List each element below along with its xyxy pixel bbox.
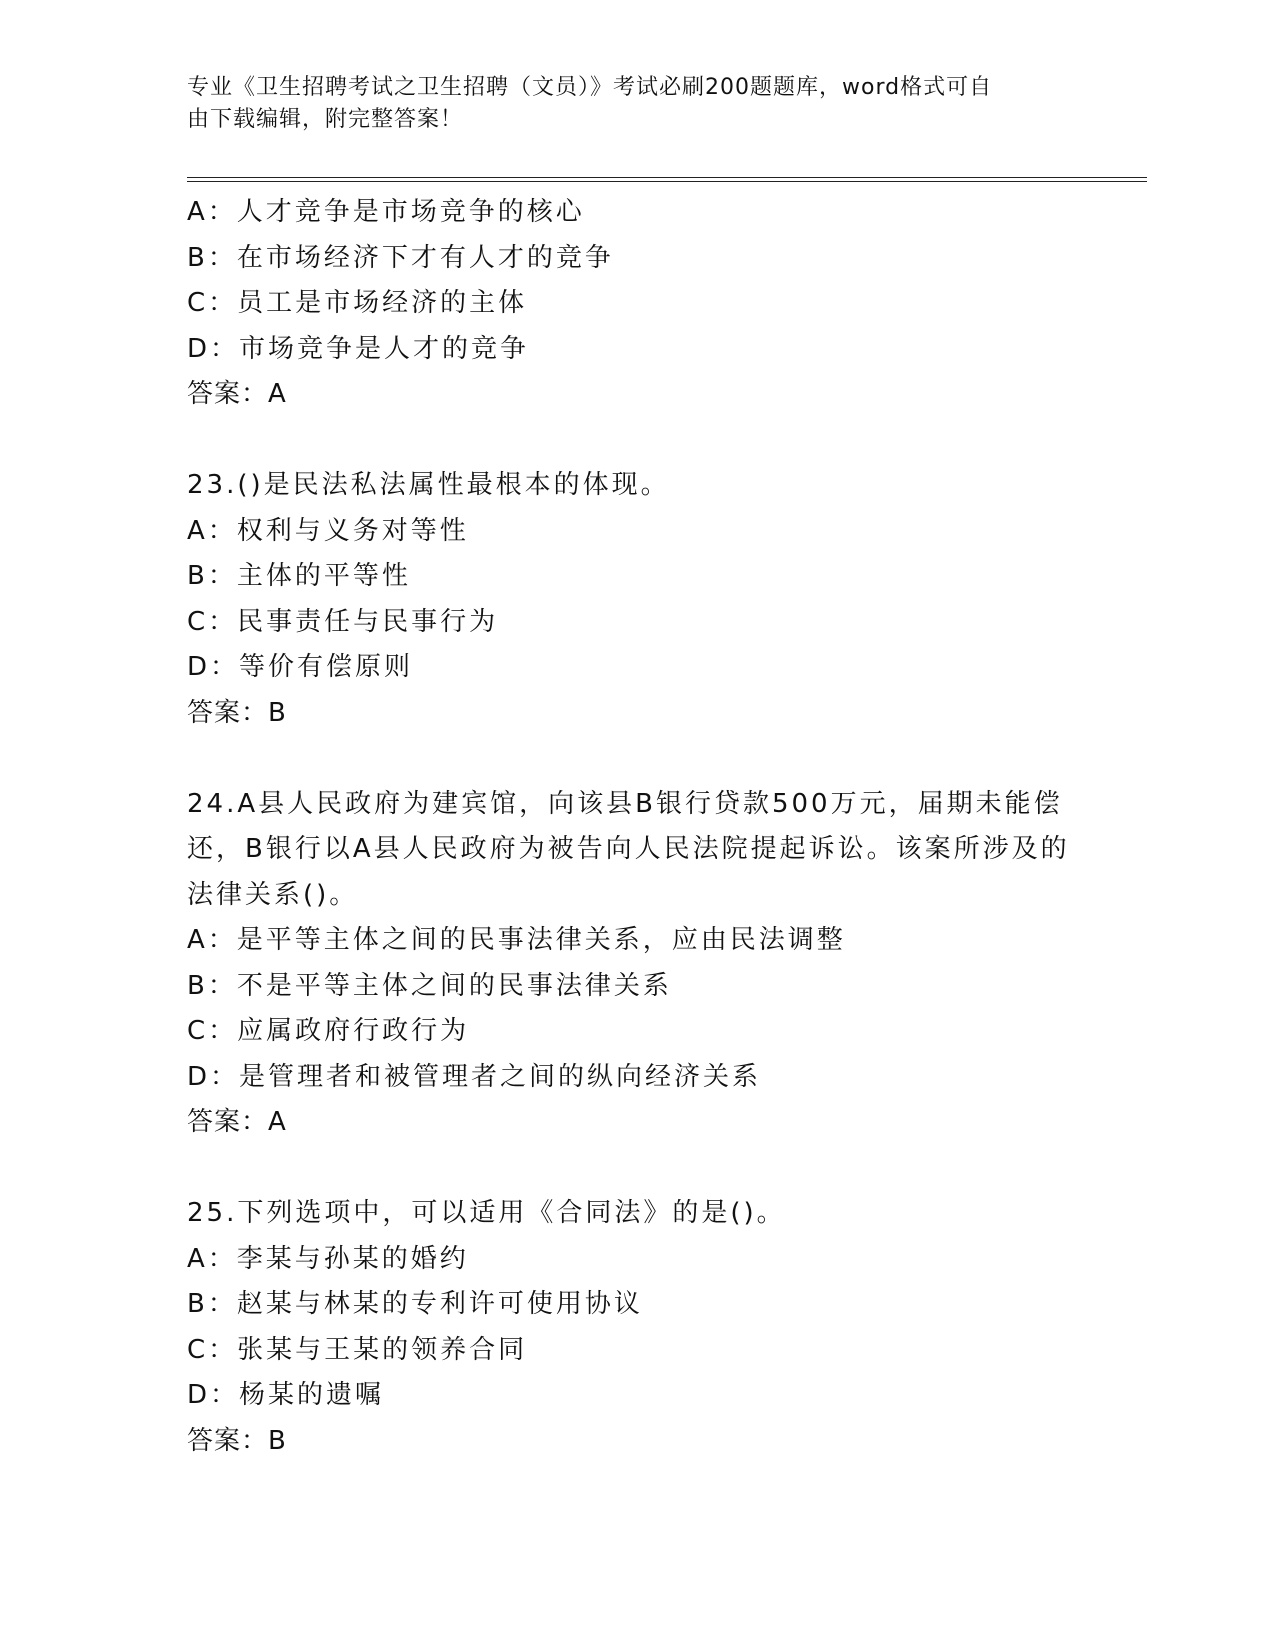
option-a: A：李某与孙某的婚约 [187,1243,469,1274]
option-d: D：杨某的遗嘱 [187,1380,385,1410]
option-b: B：主体的平等性 [187,561,411,591]
question-list [187,190,1087,1464]
option-d: D：等价有偿原则 [187,652,414,682]
question-stem-line-3: 法律关系()。 [187,879,359,910]
option-c: C：民事责任与民事行为 [187,606,499,637]
answer: 答案：A [187,379,287,409]
option-b: B：不是平等主体之间的民事法律关系 [187,970,672,1001]
option-b: B：赵某与林某的专利许可使用协议 [187,1289,643,1319]
option-c: C：员工是市场经济的主体 [187,288,528,318]
answer: 答案：B [187,697,287,728]
answer: 答案：A [187,1107,287,1137]
question-23 [187,463,1087,736]
option-a: A：是平等主体之间的民事法律关系，应由民法调整 [187,925,846,955]
header-line-2: 由下载编辑，附完整答案！ [187,107,464,132]
header-line-1: 专业《卫生招聘考试之卫生招聘（文员）》考试必刷200题题库，word格式可自 [187,75,993,100]
question-stem: 25.下列选项中，可以适用《合同法》的是()。 [187,1198,786,1228]
option-b: B：在市场经济下才有人才的竞争 [187,242,614,273]
question-22 [187,190,1087,418]
page-header [187,72,1087,136]
question-stem-line-1: 24.A县人民政府为建宾馆，向该县B银行贷款500万元，届期未能偿 [187,788,1063,819]
option-c: C：张某与王某的领养合同 [187,1334,528,1365]
option-c: C：应属政府行政行为 [187,1016,470,1046]
option-a: A：人才竞争是市场竞争的核心 [187,197,585,227]
question-24 [187,782,1087,1146]
option-d: D：市场竞争是人才的竞争 [187,333,530,364]
option-d: D：是管理者和被管理者之间的纵向经济关系 [187,1061,762,1092]
option-a: A：权利与义务对等性 [187,515,469,546]
answer: 答案：B [187,1425,287,1456]
header-divider [187,177,1147,182]
question-stem: 23.()是民法私法属性最根本的体现。 [187,470,670,500]
question-stem-line-2: 还，B银行以A县人民政府为被告向人民法院提起诉讼。该案所涉及的 [187,834,1070,864]
question-25 [187,1191,1087,1464]
